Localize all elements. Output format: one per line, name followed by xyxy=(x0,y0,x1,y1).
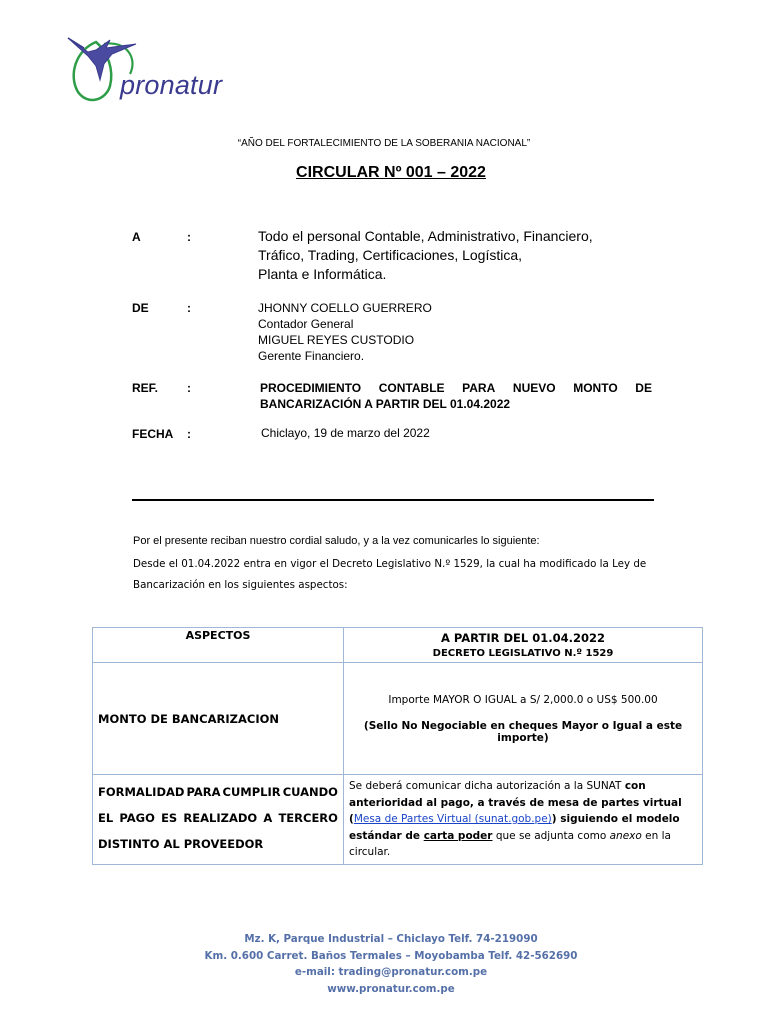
to-colon: : xyxy=(187,230,191,244)
amount-detail xyxy=(344,663,703,775)
divider-line xyxy=(132,499,654,501)
formality-word: A xyxy=(263,811,273,825)
from-colon: : xyxy=(187,301,191,315)
to-label: A xyxy=(132,230,141,244)
header-decree xyxy=(344,628,703,663)
footer-website: www.pronatur.com.pe xyxy=(327,982,455,995)
aspects-table xyxy=(92,627,703,865)
to-line: Todo el personal Contable, Administrativo, Financiero, xyxy=(258,228,593,244)
table-row xyxy=(93,663,703,775)
ref-word: MONTO xyxy=(573,381,618,395)
carta-poder-text: carta poder xyxy=(423,829,493,842)
footer-address-chiclayo: Mz. K, Parque Industrial – Chiclayo Telf. 74-219090 xyxy=(244,933,538,945)
formality-word: CUMPLIR xyxy=(222,785,281,799)
formality-last-line: DISTINTO AL PROVEEDOR xyxy=(98,837,264,851)
ref-subject xyxy=(260,380,652,412)
ref-word: DE xyxy=(635,381,652,395)
intro-greeting: Por el presente reciban nuestro cordial saludo, y a la vez comunicarles lo siguiente: xyxy=(133,535,540,547)
ref-word: CONTABLE xyxy=(378,381,445,395)
seal-note: (Sello No Negociable en cheques Mayor o Igual a este importe) xyxy=(363,719,683,744)
formality-bold: con anterioridad al pago, a través de mesa de partes virtual ( xyxy=(349,780,682,825)
ref-word: PROCEDIMIENTO xyxy=(260,381,362,395)
from-line: MIGUEL REYES CUSTODIO xyxy=(258,333,415,347)
from-line: Gerente Financiero. xyxy=(258,349,365,363)
header-decree-number: DECRETO LEGISLATIVO N.º 1529 xyxy=(432,647,614,659)
year-motto: “AÑO DEL FORTALECIMIENTO DE LA SOBERANIA NACIONAL” xyxy=(237,138,531,149)
date-label: FECHA xyxy=(132,427,174,441)
table-header-row xyxy=(93,628,703,663)
formality-text: en la circular. xyxy=(349,829,671,858)
footer-address-moyobamba: Km. 0.600 Carret. Baños Termales – Moyobamba Telf. 42-562690 xyxy=(204,949,578,962)
formality-bold: ) siguiendo el modelo estándar de xyxy=(349,813,680,842)
footer-email: e-mail: trading@pronatur.com.pe xyxy=(294,966,488,978)
from-label: DE xyxy=(132,301,149,315)
ref-word: NUEVO xyxy=(512,381,556,395)
from-line: JHONNY COELLO GUERRERO xyxy=(258,301,432,315)
formality-word: REALIZADO xyxy=(183,811,258,825)
to-line: Planta e Informática. xyxy=(258,266,387,282)
date-value: Chiclayo, 19 de marzo del 2022 xyxy=(261,426,430,440)
to-line: Tráfico, Trading, Certificaciones, Logística, xyxy=(258,247,523,263)
formality-word: FORMALIDAD xyxy=(98,785,185,799)
table-row xyxy=(93,775,703,865)
formality-word: PAGO xyxy=(119,811,155,825)
formality-detail xyxy=(344,775,703,865)
footer-contact xyxy=(0,931,768,997)
formality-word: TERCERO xyxy=(278,811,338,825)
ref-label: REF. xyxy=(132,381,159,395)
formality-text: que se adjunta como xyxy=(492,829,610,842)
amount-threshold: Importe MAYOR O IGUAL a S/ 2,000.0 o US$ 500.00 xyxy=(388,693,658,706)
date-colon: : xyxy=(187,427,191,441)
formality-word: PARA xyxy=(186,785,221,799)
header-date: A PARTIR DEL 01.04.2022 xyxy=(441,630,605,645)
from-senders xyxy=(258,300,432,364)
ref-word: PARA xyxy=(462,381,496,395)
ref-line2: BANCARIZACIÓN A PARTIR DEL 01.04.2022 xyxy=(260,397,511,411)
anexo-text: anexo xyxy=(609,829,642,842)
header-aspects: ASPECTOS xyxy=(93,628,344,663)
aspect-amount: MONTO DE BANCARIZACION xyxy=(93,663,344,775)
formality-word: ES xyxy=(161,811,178,825)
circular-title: CIRCULAR Nº 001 – 2022 xyxy=(296,164,486,181)
from-line: Contador General xyxy=(258,317,354,331)
brand-name: pronatur xyxy=(120,70,223,100)
pronatur-logo xyxy=(66,30,236,110)
aspect-formality xyxy=(93,775,344,865)
sunat-mesa-partes-link[interactable]: Mesa de Partes Virtual (sunat.gob.pe) xyxy=(353,813,552,825)
formality-word: EL xyxy=(98,811,114,825)
to-recipients xyxy=(258,227,593,284)
formality-text: Se deberá comunicar dicha autorización a la SUNAT xyxy=(349,780,625,792)
ref-colon: : xyxy=(187,381,191,395)
intro-decree: Desde el 01.04.2022 entra en vigor el Decreto Legislativo N.º 1529, la cual ha modificado la Ley de Bancarización en los siguientes aspectos: xyxy=(133,558,647,591)
formality-word: CUANDO xyxy=(282,785,338,799)
